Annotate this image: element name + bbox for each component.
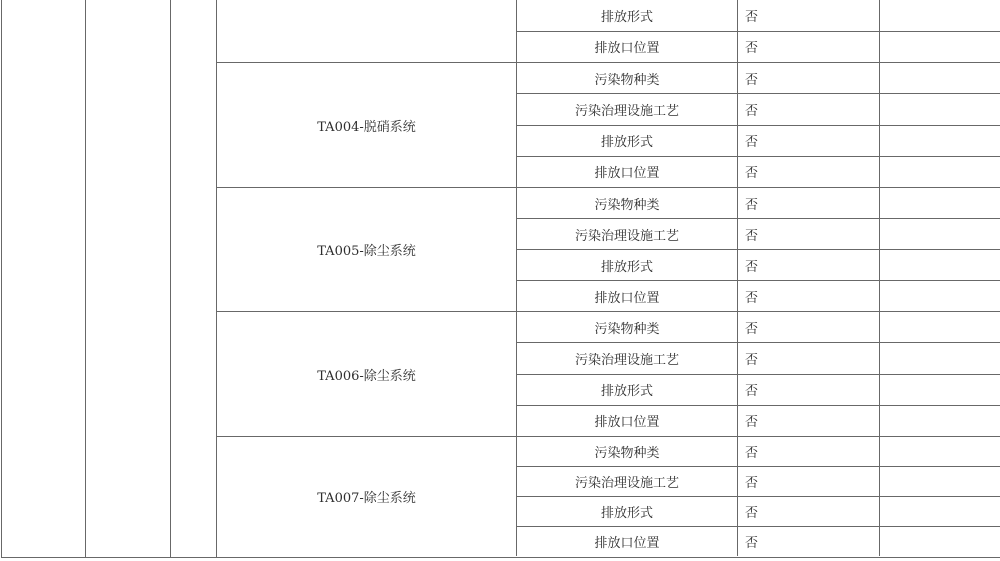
changed-flag-cell: 否 [738, 250, 880, 280]
changed-flag-cell: 否 [738, 32, 880, 63]
parameter-name-cell: 污染物种类 [517, 312, 738, 342]
system-name-cell: TA005-除尘系统 [217, 188, 517, 311]
parameter-name-cell: 排放形式 [517, 126, 738, 156]
changed-flag-cell: 否 [738, 375, 880, 405]
parameter-name-cell: 排放口位置 [517, 32, 738, 63]
changed-flag-cell: 否 [738, 437, 880, 466]
changed-flag-cell: 否 [738, 281, 880, 311]
table-row [517, 31, 1000, 63]
table-row [517, 218, 1000, 249]
blank-cell [880, 188, 1000, 218]
parameter-name-cell: 污染物种类 [517, 188, 738, 218]
blank-cell [880, 527, 1000, 556]
parameter-name-cell: 排放形式 [517, 0, 738, 31]
changed-flag-cell: 否 [738, 94, 880, 124]
changed-flag-cell: 否 [738, 497, 880, 526]
table-row [517, 156, 1000, 187]
blank-cell [880, 437, 1000, 466]
system-name-cell: TA006-除尘系统 [217, 312, 517, 436]
parameter-name-cell: 污染治理设施工艺 [517, 343, 738, 373]
blank-cell [880, 375, 1000, 405]
changed-flag-cell: 否 [738, 126, 880, 156]
blank-cell [880, 0, 1000, 31]
blank-cell [880, 94, 1000, 124]
left-empty-column-2 [86, 0, 171, 557]
block-rows [517, 0, 1000, 62]
parameter-name-cell: 污染物种类 [517, 63, 738, 93]
blank-cell [880, 281, 1000, 311]
blank-cell [880, 343, 1000, 373]
system-block [217, 0, 1000, 62]
system-name-cell: TA007-除尘系统 [217, 437, 517, 556]
parameter-name-cell: 污染治理设施工艺 [517, 467, 738, 496]
permit-table [1, 0, 1000, 558]
parameter-name-cell: 污染治理设施工艺 [517, 94, 738, 124]
table-body [217, 0, 1000, 557]
changed-flag-cell: 否 [738, 188, 880, 218]
parameter-name-cell: 排放口位置 [517, 406, 738, 436]
changed-flag-cell: 否 [738, 527, 880, 556]
blank-cell [880, 497, 1000, 526]
blank-cell [880, 312, 1000, 342]
table-row [517, 496, 1000, 526]
system-name-cell [217, 0, 517, 62]
table-row [517, 280, 1000, 311]
table-row [517, 342, 1000, 373]
blank-cell [880, 219, 1000, 249]
parameter-name-cell: 污染物种类 [517, 437, 738, 466]
parameter-name-cell: 排放形式 [517, 250, 738, 280]
block-rows [517, 63, 1000, 187]
table-row [517, 405, 1000, 436]
parameter-name-cell: 污染治理设施工艺 [517, 219, 738, 249]
table-row [517, 312, 1000, 342]
changed-flag-cell: 否 [738, 0, 880, 31]
table-row [517, 0, 1000, 31]
block-rows [517, 437, 1000, 556]
table-row [517, 125, 1000, 156]
block-rows [517, 188, 1000, 311]
system-block [217, 62, 1000, 187]
parameter-name-cell: 排放口位置 [517, 527, 738, 556]
table-row [517, 63, 1000, 93]
blank-cell [880, 250, 1000, 280]
parameter-name-cell: 排放口位置 [517, 157, 738, 187]
parameter-name-cell: 排放形式 [517, 497, 738, 526]
system-block [217, 187, 1000, 311]
system-block [217, 436, 1000, 556]
left-empty-column-1 [2, 0, 86, 557]
table-row [517, 466, 1000, 496]
blank-cell [880, 32, 1000, 63]
table-row [517, 526, 1000, 556]
table-row [517, 374, 1000, 405]
parameter-name-cell: 排放形式 [517, 375, 738, 405]
parameter-name-cell: 排放口位置 [517, 281, 738, 311]
changed-flag-cell: 否 [738, 312, 880, 342]
block-rows [517, 312, 1000, 436]
blank-cell [880, 157, 1000, 187]
table-row [517, 249, 1000, 280]
changed-flag-cell: 否 [738, 63, 880, 93]
table-row [517, 437, 1000, 466]
changed-flag-cell: 否 [738, 219, 880, 249]
blank-cell [880, 63, 1000, 93]
changed-flag-cell: 否 [738, 157, 880, 187]
blank-cell [880, 406, 1000, 436]
blank-cell [880, 467, 1000, 496]
table-row [517, 188, 1000, 218]
system-block [217, 311, 1000, 436]
changed-flag-cell: 否 [738, 406, 880, 436]
system-name-cell: TA004-脱硝系统 [217, 63, 517, 187]
changed-flag-cell: 否 [738, 467, 880, 496]
left-empty-column-3 [171, 0, 217, 557]
blank-cell [880, 126, 1000, 156]
changed-flag-cell: 否 [738, 343, 880, 373]
table-row [517, 93, 1000, 124]
